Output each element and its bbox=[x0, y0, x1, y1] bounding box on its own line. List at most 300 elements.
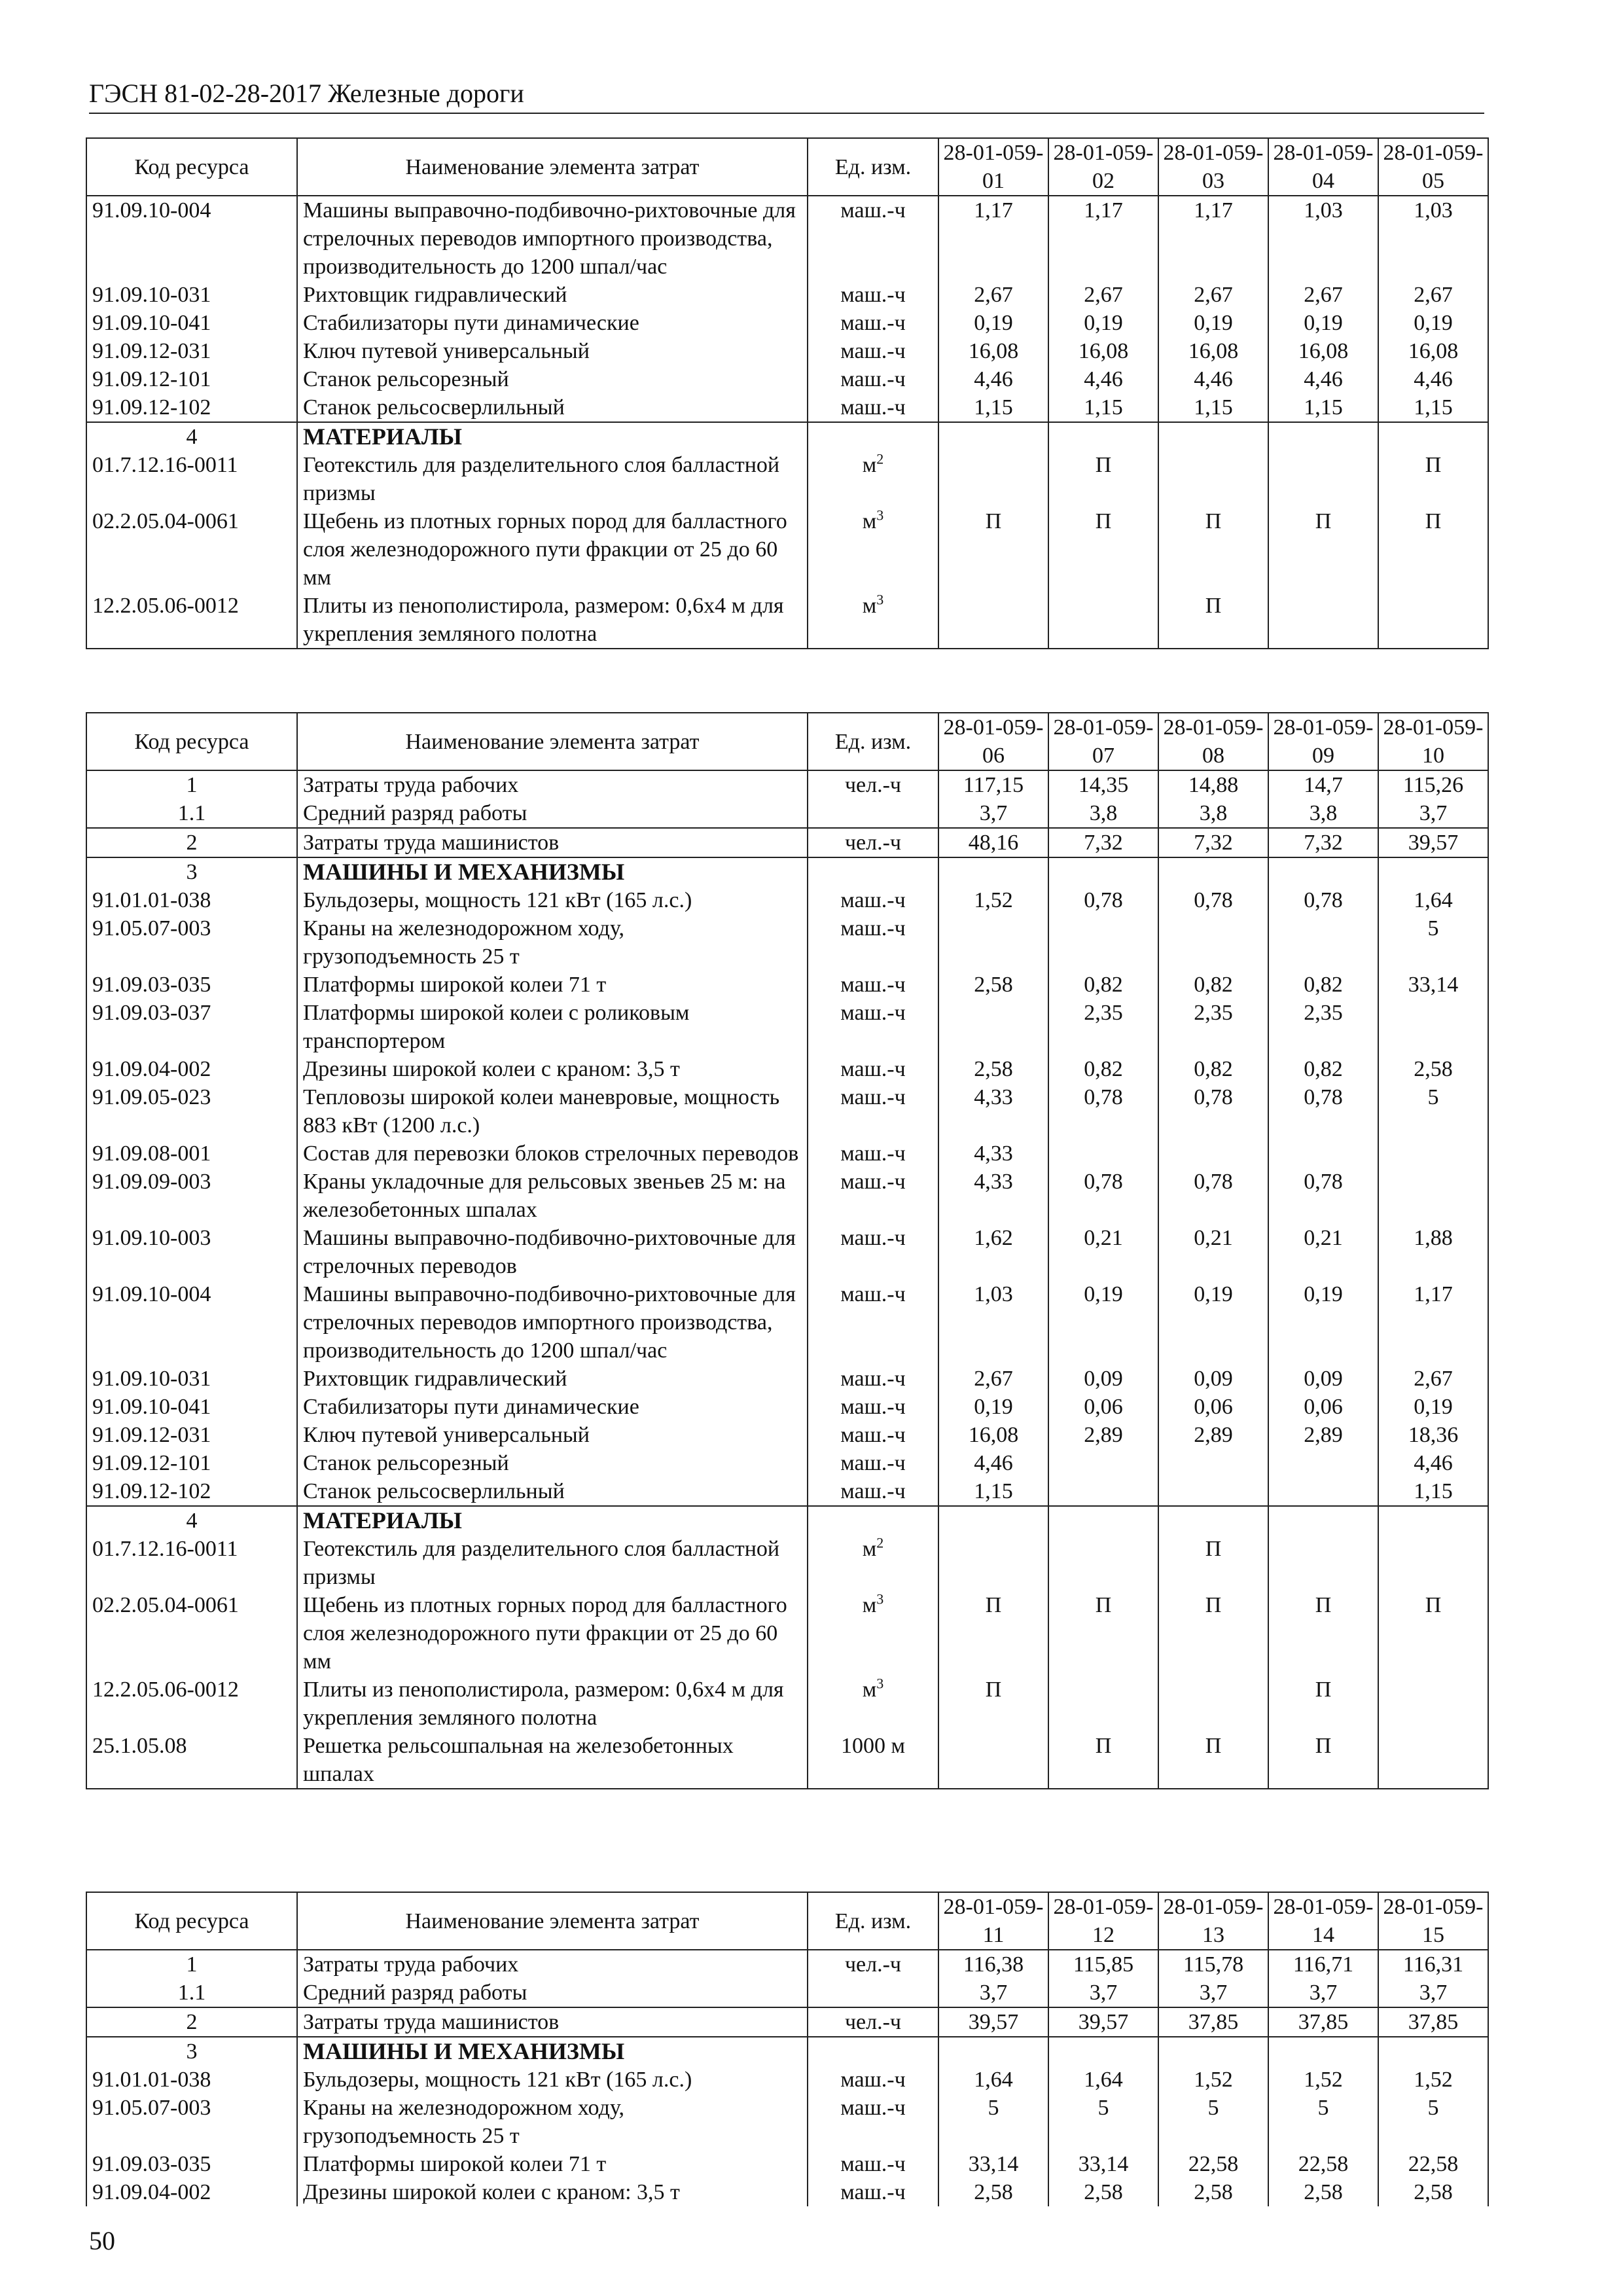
unit-text: м bbox=[862, 453, 877, 477]
rate-value bbox=[1378, 1139, 1488, 1168]
resource-code: 4 bbox=[86, 1506, 297, 1535]
resource-code: 91.09.10-041 bbox=[86, 309, 297, 337]
resource-name: Платформы широкой колеи с роликовым транспортером bbox=[297, 999, 808, 1055]
resource-name: Краны укладочные для рельсовых звеньев 25 м: на железобетонных шпалах bbox=[297, 1168, 808, 1224]
column-header-rate-code: 28-01-059-07 bbox=[1048, 713, 1158, 770]
rate-value: 7,32 bbox=[1158, 828, 1268, 857]
rate-value: 0,82 bbox=[1268, 1055, 1378, 1083]
unit-of-measure bbox=[808, 2150, 938, 2178]
resource-table-2 bbox=[86, 712, 1489, 1789]
rate-value: 2,67 bbox=[938, 1365, 1048, 1393]
rate-value: 3,7 bbox=[1378, 799, 1488, 828]
resource-name: Станок рельсорезный bbox=[297, 365, 808, 393]
rate-value: 16,08 bbox=[1048, 337, 1158, 365]
rate-value: 1,03 bbox=[1268, 196, 1378, 281]
rate-value bbox=[938, 1535, 1048, 1591]
unit-of-measure bbox=[808, 2178, 938, 2206]
table-row bbox=[86, 1676, 1488, 1732]
unit-text: м bbox=[862, 1593, 877, 1617]
rate-value: 37,85 bbox=[1268, 2007, 1378, 2037]
rate-value bbox=[1378, 1168, 1488, 1224]
resource-code: 91.09.08-001 bbox=[86, 1139, 297, 1168]
unit-text: маш.-ч bbox=[840, 339, 906, 363]
rate-value bbox=[1268, 1506, 1378, 1535]
rate-value: 3,7 bbox=[938, 1979, 1048, 2007]
resource-name: Щебень из плотных горных пород для балластного слоя железнодорожного пути фракции от 25 до 60 мм bbox=[297, 507, 808, 592]
unit-text: чел.-ч bbox=[844, 2010, 902, 2034]
rate-value bbox=[1158, 1676, 1268, 1732]
rate-value bbox=[938, 2037, 1048, 2066]
rate-value: 18,36 bbox=[1378, 1421, 1488, 1449]
rate-value: 0,09 bbox=[1048, 1365, 1158, 1393]
rate-value: 4,46 bbox=[1268, 365, 1378, 393]
rate-value bbox=[1048, 857, 1158, 886]
column-header-code: Код ресурса bbox=[86, 1892, 297, 1950]
rate-value: 0,82 bbox=[1158, 1055, 1268, 1083]
unit-of-measure bbox=[808, 1224, 938, 1280]
resource-name: Состав для перевозки блоков стрелочных переводов bbox=[297, 1139, 808, 1168]
column-header-name: Наименование элемента затрат bbox=[297, 138, 808, 196]
unit-of-measure bbox=[808, 337, 938, 365]
table-row bbox=[86, 770, 1488, 799]
unit-of-measure bbox=[808, 1477, 938, 1506]
resource-name: Решетка рельсошпальная на железобетонных шпалах bbox=[297, 1732, 808, 1789]
resource-name: Щебень из плотных горных пород для балластного слоя железнодорожного пути фракции от 25 до 60 мм bbox=[297, 1591, 808, 1676]
rate-value bbox=[1048, 1449, 1158, 1477]
table-row bbox=[86, 2178, 1488, 2206]
column-header-rate-code: 28-01-059-11 bbox=[938, 1892, 1048, 1950]
table-row bbox=[86, 2150, 1488, 2178]
rate-value: 3,7 bbox=[938, 799, 1048, 828]
rate-value: 16,08 bbox=[938, 337, 1048, 365]
rate-value: 3,8 bbox=[1158, 799, 1268, 828]
unit-text: маш.-ч bbox=[840, 1001, 906, 1025]
rate-value: 5 bbox=[1158, 2094, 1268, 2150]
resource-name: Станок рельсорезный bbox=[297, 1449, 808, 1477]
resource-code: 91.09.10-003 bbox=[86, 1224, 297, 1280]
resource-name: Затраты труда машинистов bbox=[297, 2007, 808, 2037]
table-row bbox=[86, 1535, 1488, 1591]
column-header-rate-code: 28-01-059-09 bbox=[1268, 713, 1378, 770]
rate-value: 14,35 bbox=[1048, 770, 1158, 799]
rate-value: 0,21 bbox=[1268, 1224, 1378, 1280]
rate-value: 0,82 bbox=[1048, 1055, 1158, 1083]
rate-value: 0,19 bbox=[1048, 1280, 1158, 1365]
column-header-rate-code: 28-01-059-14 bbox=[1268, 1892, 1378, 1950]
rate-value: 0,78 bbox=[1048, 1083, 1158, 1139]
rate-value: 5 bbox=[1048, 2094, 1158, 2150]
unit-text: маш.-ч bbox=[840, 1395, 906, 1419]
rate-value: 0,78 bbox=[1268, 1168, 1378, 1224]
table-row bbox=[86, 365, 1488, 393]
unit-text: м bbox=[862, 1677, 877, 1702]
rate-value: 2,89 bbox=[1048, 1421, 1158, 1449]
rate-value: 2,35 bbox=[1158, 999, 1268, 1055]
unit-of-measure bbox=[808, 1535, 938, 1591]
resource-code: 3 bbox=[86, 857, 297, 886]
rate-value: 0,78 bbox=[1158, 1168, 1268, 1224]
rate-value bbox=[1158, 422, 1268, 451]
rate-value bbox=[1048, 1477, 1158, 1506]
rate-value bbox=[1378, 2037, 1488, 2066]
rate-value bbox=[938, 999, 1048, 1055]
resource-table-1 bbox=[86, 137, 1489, 649]
rate-value: 0,78 bbox=[1268, 886, 1378, 914]
resource-name: Машины выправочно-подбивочно-рихтовочные для стрелочных переводов bbox=[297, 1224, 808, 1280]
table-row bbox=[86, 914, 1488, 971]
resource-code: 91.09.04-002 bbox=[86, 1055, 297, 1083]
unit-text: 1000 м bbox=[840, 1734, 905, 1758]
rate-value: 2,35 bbox=[1048, 999, 1158, 1055]
rate-value: П bbox=[1268, 1732, 1378, 1789]
table-row bbox=[86, 1477, 1488, 1506]
rate-value: 5 bbox=[1268, 2094, 1378, 2150]
rate-value: 3,7 bbox=[1268, 1979, 1378, 2007]
rate-value: П bbox=[1048, 1732, 1158, 1789]
unit-of-measure bbox=[808, 1591, 938, 1676]
resource-name: Стабилизаторы пути динамические bbox=[297, 1393, 808, 1421]
resource-code: 91.09.10-041 bbox=[86, 1393, 297, 1421]
rate-value: 0,82 bbox=[1048, 971, 1158, 999]
column-header-unit: Ед. изм. bbox=[808, 1892, 938, 1950]
rate-value bbox=[1048, 2037, 1158, 2066]
rate-value: П bbox=[938, 1676, 1048, 1732]
unit-of-measure bbox=[808, 422, 938, 451]
column-header-code: Код ресурса bbox=[86, 713, 297, 770]
unit-exponent: 3 bbox=[876, 1590, 884, 1607]
resource-code: 91.09.12-031 bbox=[86, 337, 297, 365]
rate-value: 2,58 bbox=[1378, 1055, 1488, 1083]
unit-of-measure bbox=[808, 1449, 938, 1477]
rate-value: П bbox=[1048, 507, 1158, 592]
rate-value: 16,08 bbox=[1268, 337, 1378, 365]
table-body bbox=[86, 196, 1488, 649]
rate-value: 0,78 bbox=[1158, 886, 1268, 914]
unit-text: маш.-ч bbox=[840, 198, 906, 223]
unit-text: чел.-ч bbox=[844, 831, 902, 855]
unit-of-measure bbox=[808, 281, 938, 309]
rate-value: 2,58 bbox=[1158, 2178, 1268, 2206]
rate-value: 7,32 bbox=[1048, 828, 1158, 857]
rate-value: П bbox=[1378, 1591, 1488, 1676]
rate-value: 33,14 bbox=[1378, 971, 1488, 999]
rate-value bbox=[1268, 914, 1378, 971]
resource-code: 01.7.12.16-0011 bbox=[86, 451, 297, 507]
rate-value: 1,62 bbox=[938, 1224, 1048, 1280]
rate-value bbox=[1048, 1139, 1158, 1168]
unit-of-measure bbox=[808, 309, 938, 337]
resource-name: Дрезины широкой колеи с краном: 3,5 т bbox=[297, 2178, 808, 2206]
rate-value bbox=[1158, 1139, 1268, 1168]
rate-value: 2,58 bbox=[1048, 2178, 1158, 2206]
resource-code: 91.05.07-003 bbox=[86, 914, 297, 971]
unit-of-measure bbox=[808, 857, 938, 886]
resource-name: Плиты из пенополистирола, размером: 0,6х4 м для укрепления земляного полотна bbox=[297, 592, 808, 649]
rate-value bbox=[938, 1506, 1048, 1535]
table-row bbox=[86, 1280, 1488, 1365]
column-header-rate-code: 28-01-059-13 bbox=[1158, 1892, 1268, 1950]
unit-text: маш.-ч bbox=[840, 916, 906, 941]
unit-of-measure bbox=[808, 886, 938, 914]
unit-exponent: 2 bbox=[876, 450, 884, 467]
table-row bbox=[86, 309, 1488, 337]
unit-of-measure bbox=[808, 1421, 938, 1449]
resource-code: 91.09.12-101 bbox=[86, 1449, 297, 1477]
resource-name: Затраты труда машинистов bbox=[297, 828, 808, 857]
page-header-title: ГЭСН 81-02-28-2017 Железные дороги bbox=[89, 79, 524, 108]
resource-name: Геотекстиль для разделительного слоя балластной призмы bbox=[297, 1535, 808, 1591]
unit-text: маш.-ч bbox=[840, 1170, 906, 1194]
rate-value: 2,58 bbox=[938, 971, 1048, 999]
resource-name: Краны на железнодорожном ходу, грузоподъемность 25 т bbox=[297, 2094, 808, 2150]
resource-name: Краны на железнодорожном ходу, грузоподъемность 25 т bbox=[297, 914, 808, 971]
rate-value: 2,58 bbox=[938, 2178, 1048, 2206]
unit-of-measure bbox=[808, 1979, 938, 2007]
unit-of-measure bbox=[808, 1950, 938, 1979]
table-header-row bbox=[86, 713, 1488, 770]
table-row bbox=[86, 1421, 1488, 1449]
rate-value: 0,09 bbox=[1268, 1365, 1378, 1393]
rate-value bbox=[1268, 1449, 1378, 1477]
unit-text: маш.-ч bbox=[840, 1479, 906, 1503]
rate-value: 37,85 bbox=[1378, 2007, 1488, 2037]
table-row bbox=[86, 507, 1488, 592]
resource-name: Платформы широкой колеи 71 т bbox=[297, 2150, 808, 2178]
rate-value: 1,15 bbox=[1378, 1477, 1488, 1506]
rate-value bbox=[938, 592, 1048, 649]
rate-value: 1,03 bbox=[938, 1280, 1048, 1365]
unit-of-measure bbox=[808, 799, 938, 828]
unit-text: маш.-ч bbox=[840, 2152, 906, 2176]
unit-of-measure bbox=[808, 1055, 938, 1083]
table-header bbox=[86, 1892, 1488, 1950]
rate-value: 1,52 bbox=[1378, 2066, 1488, 2094]
rate-value: 5 bbox=[1378, 1083, 1488, 1139]
resource-code: 91.09.10-004 bbox=[86, 196, 297, 281]
table-row bbox=[86, 451, 1488, 507]
resource-code: 02.2.05.04-0061 bbox=[86, 507, 297, 592]
resource-name: Рихтовщик гидравлический bbox=[297, 1365, 808, 1393]
table-row bbox=[86, 799, 1488, 828]
table-row bbox=[86, 2007, 1488, 2037]
unit-text: маш.-ч bbox=[840, 1451, 906, 1475]
rate-value: 2,58 bbox=[938, 1055, 1048, 1083]
rate-value: 4,46 bbox=[1048, 365, 1158, 393]
unit-text: чел.-ч bbox=[844, 773, 902, 797]
table-header-row bbox=[86, 138, 1488, 196]
rate-value: 1,64 bbox=[938, 2066, 1048, 2094]
rate-value bbox=[1378, 999, 1488, 1055]
resource-name: Ключ путевой универсальный bbox=[297, 1421, 808, 1449]
unit-of-measure bbox=[808, 365, 938, 393]
table-row bbox=[86, 999, 1488, 1055]
rate-value: 2,67 bbox=[1378, 1365, 1488, 1393]
rate-value: 0,19 bbox=[1378, 309, 1488, 337]
rate-value: 4,46 bbox=[1378, 365, 1488, 393]
unit-of-measure bbox=[808, 828, 938, 857]
section-title: МАШИНЫ И МЕХАНИЗМЫ bbox=[297, 857, 808, 886]
unit-of-measure bbox=[808, 1676, 938, 1732]
rate-value bbox=[1378, 592, 1488, 649]
unit-of-measure bbox=[808, 2037, 938, 2066]
rate-value: П bbox=[938, 1591, 1048, 1676]
unit-of-measure bbox=[808, 2066, 938, 2094]
resource-code: 91.09.09-003 bbox=[86, 1168, 297, 1224]
rate-value: П bbox=[1048, 1591, 1158, 1676]
resource-code: 91.09.10-031 bbox=[86, 1365, 297, 1393]
unit-exponent: 3 bbox=[876, 591, 884, 608]
table-row bbox=[86, 828, 1488, 857]
rate-value bbox=[1268, 1535, 1378, 1591]
rate-value: 2,67 bbox=[1158, 281, 1268, 309]
resource-code: 1 bbox=[86, 1950, 297, 1979]
table-row bbox=[86, 1732, 1488, 1789]
unit-text: маш.-ч bbox=[840, 1226, 906, 1250]
unit-text: маш.-ч bbox=[840, 283, 906, 307]
unit-of-measure bbox=[808, 770, 938, 799]
resource-code: 91.01.01-038 bbox=[86, 2066, 297, 2094]
rate-value: 4,46 bbox=[1378, 1449, 1488, 1477]
resource-name: Затраты труда рабочих bbox=[297, 1950, 808, 1979]
rate-value: 1,17 bbox=[1378, 1280, 1488, 1365]
resource-name: Затраты труда рабочих bbox=[297, 770, 808, 799]
rate-value: 16,08 bbox=[1378, 337, 1488, 365]
resource-code: 2 bbox=[86, 828, 297, 857]
table-row bbox=[86, 1365, 1488, 1393]
rate-value: 1,88 bbox=[1378, 1224, 1488, 1280]
rate-value: 5 bbox=[1378, 2094, 1488, 2150]
table-row bbox=[86, 1168, 1488, 1224]
rate-value: 1,52 bbox=[1268, 2066, 1378, 2094]
rate-value bbox=[1158, 914, 1268, 971]
resource-code: 91.01.01-038 bbox=[86, 886, 297, 914]
rate-value: П bbox=[1378, 451, 1488, 507]
rate-value: 2,67 bbox=[1048, 281, 1158, 309]
rate-value bbox=[938, 451, 1048, 507]
unit-text: м bbox=[862, 1537, 877, 1561]
rate-value: 115,85 bbox=[1048, 1950, 1158, 1979]
rate-value: 2,67 bbox=[1268, 281, 1378, 309]
rate-value bbox=[1048, 1506, 1158, 1535]
resource-code: 01.7.12.16-0011 bbox=[86, 1535, 297, 1591]
rate-value bbox=[1268, 1477, 1378, 1506]
table-row bbox=[86, 1139, 1488, 1168]
rate-value: 4,33 bbox=[938, 1168, 1048, 1224]
rate-value: 1,52 bbox=[1158, 2066, 1268, 2094]
rate-value: П bbox=[1268, 1676, 1378, 1732]
unit-text: маш.-ч bbox=[840, 1057, 906, 1081]
table-row bbox=[86, 1449, 1488, 1477]
rate-value: 1,17 bbox=[1158, 196, 1268, 281]
resource-table-3 bbox=[86, 1892, 1489, 2206]
unit-of-measure bbox=[808, 1083, 938, 1139]
resource-name: Бульдозеры, мощность 121 кВт (165 л.с.) bbox=[297, 886, 808, 914]
rate-value: 14,88 bbox=[1158, 770, 1268, 799]
rate-value: 22,58 bbox=[1158, 2150, 1268, 2178]
resource-code: 91.09.04-002 bbox=[86, 2178, 297, 2206]
rate-value: 48,16 bbox=[938, 828, 1048, 857]
rate-value bbox=[938, 1732, 1048, 1789]
resource-code: 2 bbox=[86, 2007, 297, 2037]
column-header-name: Наименование элемента затрат bbox=[297, 713, 808, 770]
rate-value: 7,32 bbox=[1268, 828, 1378, 857]
rate-value: П bbox=[1268, 507, 1378, 592]
rate-value bbox=[1158, 1449, 1268, 1477]
unit-exponent: 3 bbox=[876, 507, 884, 524]
rate-value: 0,06 bbox=[1158, 1393, 1268, 1421]
unit-text: маш.-ч bbox=[840, 2068, 906, 2092]
resource-name: Тепловозы широкой колеи маневровые, мощность 883 кВт (1200 л.с.) bbox=[297, 1083, 808, 1139]
table-row bbox=[86, 1083, 1488, 1139]
section-row bbox=[86, 1506, 1488, 1535]
unit-text: маш.-ч bbox=[840, 1423, 906, 1447]
unit-of-measure bbox=[808, 1168, 938, 1224]
resource-code: 91.09.10-031 bbox=[86, 281, 297, 309]
rate-value: 22,58 bbox=[1378, 2150, 1488, 2178]
unit-exponent: 3 bbox=[876, 1675, 884, 1692]
column-header-unit: Ед. изм. bbox=[808, 138, 938, 196]
rate-value: 39,57 bbox=[1048, 2007, 1158, 2037]
rate-value: 0,78 bbox=[1048, 886, 1158, 914]
unit-of-measure bbox=[808, 2007, 938, 2037]
resource-name: Бульдозеры, мощность 121 кВт (165 л.с.) bbox=[297, 2066, 808, 2094]
rate-value: 2,67 bbox=[1378, 281, 1488, 309]
rate-value: П bbox=[1158, 592, 1268, 649]
rate-value: 0,19 bbox=[1158, 1280, 1268, 1365]
rate-value: 22,58 bbox=[1268, 2150, 1378, 2178]
rate-value: 0,19 bbox=[938, 309, 1048, 337]
rate-value: 16,08 bbox=[1158, 337, 1268, 365]
rate-value: 5 bbox=[1378, 914, 1488, 971]
rate-value: 115,78 bbox=[1158, 1950, 1268, 1979]
rate-value: 4,33 bbox=[938, 1083, 1048, 1139]
rate-value bbox=[1158, 451, 1268, 507]
table-row bbox=[86, 971, 1488, 999]
rate-value: 1,15 bbox=[1378, 393, 1488, 422]
rate-value: 0,06 bbox=[1268, 1393, 1378, 1421]
rate-value: 1,17 bbox=[1048, 196, 1158, 281]
rate-value bbox=[1378, 422, 1488, 451]
rate-value: 1,15 bbox=[938, 393, 1048, 422]
resource-name: Платформы широкой колеи 71 т bbox=[297, 971, 808, 999]
unit-of-measure bbox=[808, 1365, 938, 1393]
unit-of-measure bbox=[808, 1139, 938, 1168]
resource-name: Машины выправочно-подбивочно-рихтовочные для стрелочных переводов импортного производства, производительность до 1200 шпал/час bbox=[297, 196, 808, 281]
table-row bbox=[86, 2094, 1488, 2150]
rate-value: 115,26 bbox=[1378, 770, 1488, 799]
resource-name: Средний разряд работы bbox=[297, 1979, 808, 2007]
resource-code: 25.1.05.08 bbox=[86, 1732, 297, 1789]
resource-name: Ключ путевой универсальный bbox=[297, 337, 808, 365]
rate-value: 1,15 bbox=[1158, 393, 1268, 422]
resource-code: 02.2.05.04-0061 bbox=[86, 1591, 297, 1676]
unit-text: маш.-ч bbox=[840, 367, 906, 391]
rate-value: 33,14 bbox=[938, 2150, 1048, 2178]
rate-value: 0,19 bbox=[1158, 309, 1268, 337]
rate-value: 4,46 bbox=[938, 365, 1048, 393]
rate-value bbox=[1158, 1477, 1268, 1506]
resource-name: Плиты из пенополистирола, размером: 0,6х4 м для укрепления земляного полотна bbox=[297, 1676, 808, 1732]
table-row bbox=[86, 393, 1488, 422]
resource-name: Дрезины широкой колеи с краном: 3,5 т bbox=[297, 1055, 808, 1083]
rate-value: 3,7 bbox=[1378, 1979, 1488, 2007]
section-title: МАШИНЫ И МЕХАНИЗМЫ bbox=[297, 2037, 808, 2066]
unit-text: маш.-ч bbox=[840, 2096, 906, 2120]
unit-text: маш.-ч bbox=[840, 1282, 906, 1306]
rate-value bbox=[938, 857, 1048, 886]
rate-value: 3,8 bbox=[1048, 799, 1158, 828]
rate-value bbox=[938, 422, 1048, 451]
